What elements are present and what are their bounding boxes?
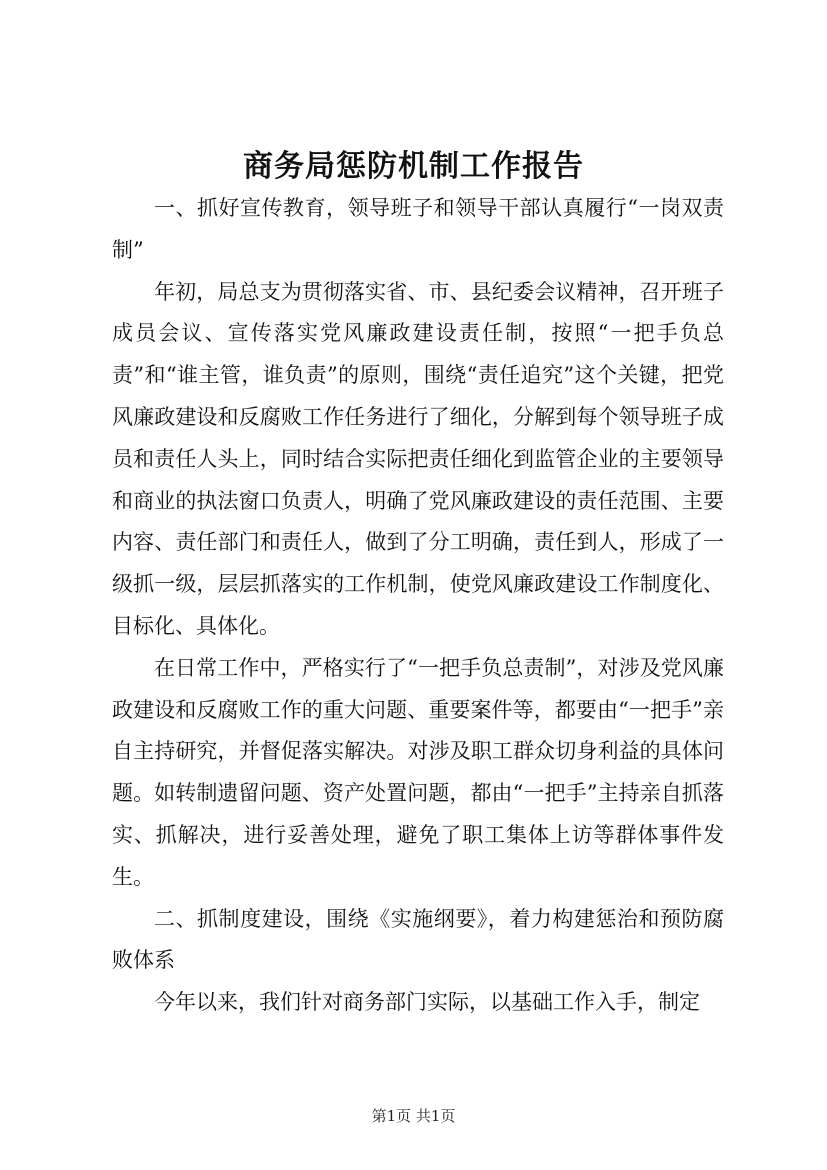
document-body [112, 188, 724, 1024]
page-footer: 第1页 共1页 [371, 1107, 456, 1125]
body-paragraph-1: 年初，局总支为贯彻落实省、市、县纪委会议精神，召开班子成员会议、宣传落实党风廉政建设责任制，按照“一把手负总责”和“谁主管，谁负责”的原则，围绕“责任追究”这个关键，把党风廉政建设和反腐败工作任务进行了细化，分解到每个领导班子成员和责任人头上，同时结合实际把责任细化到监管企业的主要领导和商业的执法窗口负责人，明确了党风廉政建设的责任范围、主要内容、责任部门和责任人，做到了分工明确，责任到人，形成了一级抓一级，层层抓落实的工作机制，使党风廉政建设工作制度化、目标化、具体化。 [112, 279, 724, 638]
section-heading-2: 二、抓制度建设，围绕《实施纲要》，着力构建惩治和预防腐败体系 [112, 906, 724, 973]
document-title: 商务局惩防机制工作报告 [243, 149, 584, 184]
section-heading-1: 一、抓好宣传教育，领导班子和领导干部认真履行“一岗双责制” [112, 196, 724, 262]
body-paragraph-3: 今年以来，我们针对商务部门实际，以基础工作入手，制定 [154, 990, 700, 1015]
body-paragraph-2: 在日常工作中，严格实行了“一把手负总责制”，对涉及党风廉政建设和反腐败工作的重大问题、重要案件等，都要由“一把手”亲自主持研究，并督促落实解决。对涉及职工群众切身利益的具体问题。如转制遗留问题、资产处置问题，都由“一把手”主持亲自抓落实、抓解决，进行妥善处理，避免了职工集体上访等群体事件发生。 [112, 655, 724, 889]
